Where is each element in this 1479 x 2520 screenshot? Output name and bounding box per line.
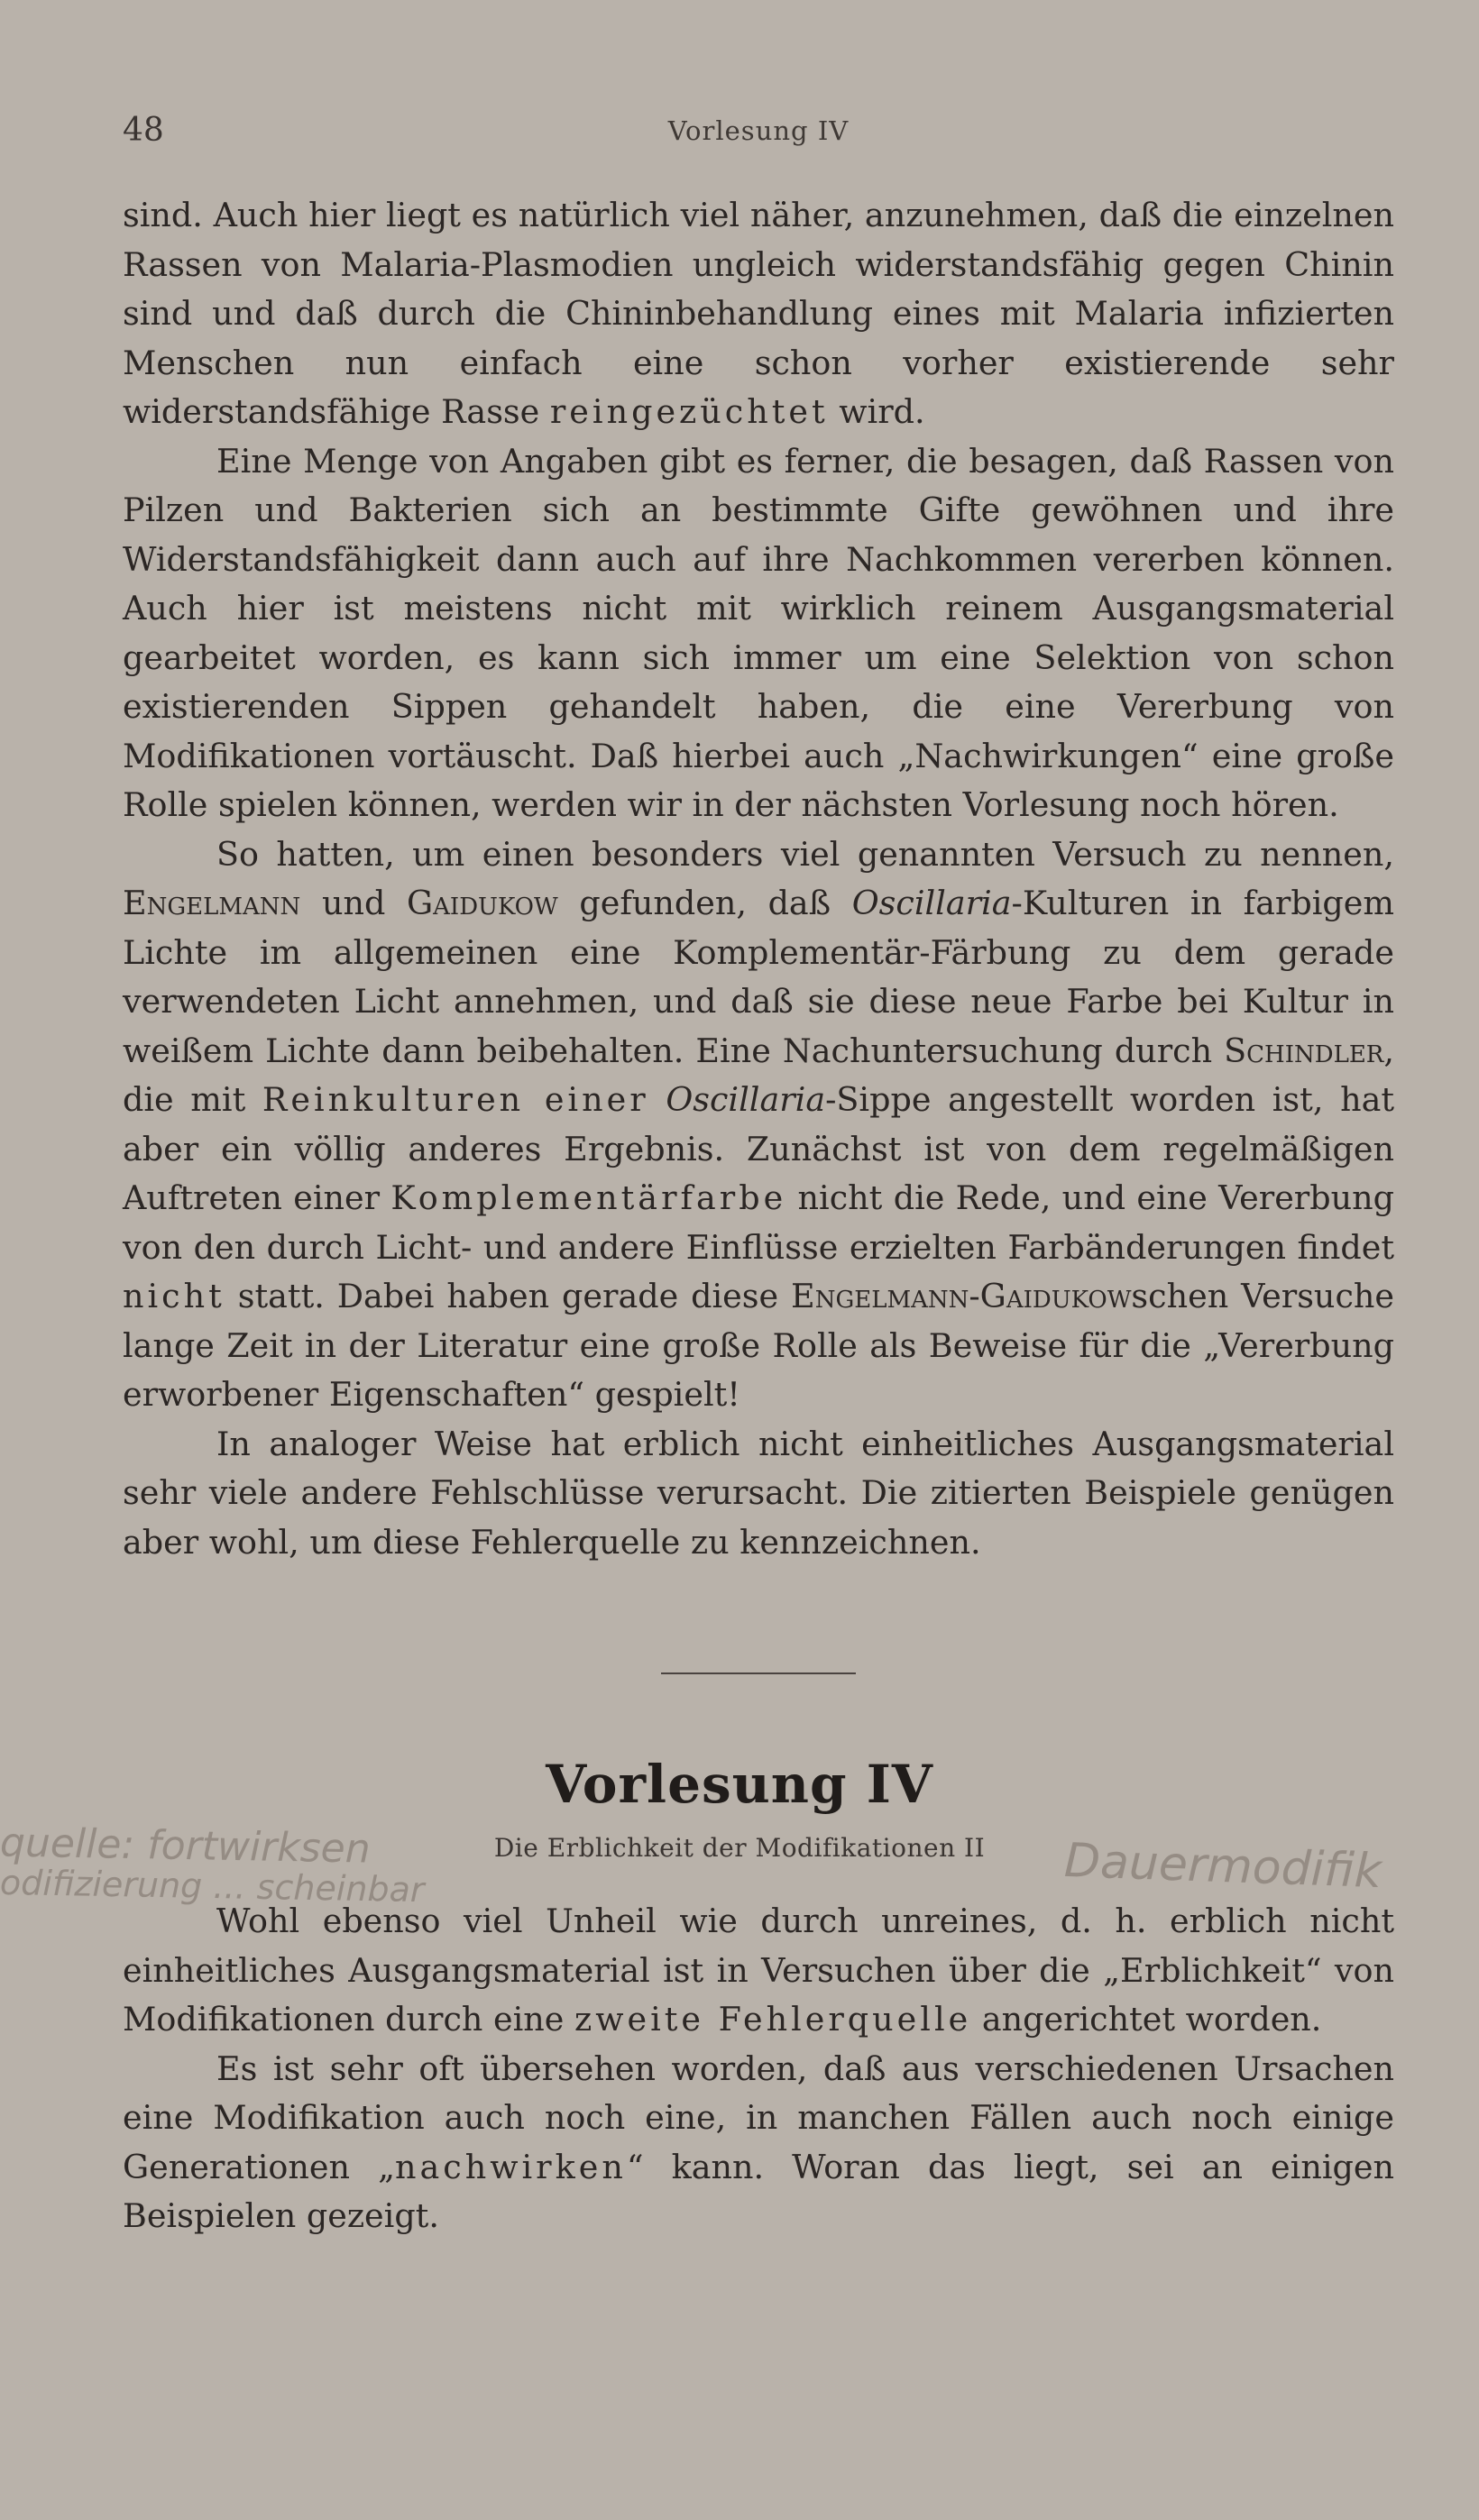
text-segment: Oscillaria xyxy=(666,1080,826,1119)
text-segment: Schindler xyxy=(1224,1031,1384,1070)
text-segment: sind. Auch hier liegt es natürlich viel näher, anzunehmen, daß die einzelnen Rassen von Malaria-Plasmodien ungleich widerstandsfähig gegen Chinin sind und daß durch die Chininbehandlung eines mit Malaria infizierten Menschen nun einfach eine schon vorher existierende sehr widerstandsfähige Rasse xyxy=(123,196,1394,431)
page-header xyxy=(123,112,1394,157)
text-segment: reingezüchtet xyxy=(549,392,829,431)
handwritten-note: odifizierung ... scheinbar xyxy=(0,1862,425,1911)
text-segment: Es ist sehr oft übersehen worden, daß aus verschiedenen Ursachen eine Modifikation auch noch eine, in manchen Fällen auch noch einige Generationen „ xyxy=(123,2048,1394,2186)
lecture-title: Vorlesung IV xyxy=(546,1754,933,1815)
text-segment: nachwirken xyxy=(395,2147,627,2186)
text-segment: wird. xyxy=(828,392,925,431)
text-segment: nicht xyxy=(123,1277,225,1315)
text-segment xyxy=(649,1080,666,1119)
text-segment: schen Versuche lange Zeit in der Literatur eine große Rolle als Beweise für die „Vererbung erworbener Eigenschaften“ gespielt! xyxy=(123,1277,1394,1414)
text-segment: statt. Dabei haben gerade diese xyxy=(225,1277,792,1315)
paragraph xyxy=(123,1420,1394,1568)
paragraph xyxy=(123,2045,1394,2241)
text-segment: Oscillaria xyxy=(851,884,1012,922)
running-head: Vorlesung IV xyxy=(667,115,850,146)
text-segment: Komplementärfarbe xyxy=(390,1178,787,1217)
text-segment: nicht die Rede, und eine Vererbung von den durch Licht- und andere Einflüsse erzielten Farbänderungen findet xyxy=(123,1178,1394,1267)
handwritten-note: quelle: fortwirksen xyxy=(0,1819,372,1873)
text-segment: “ kann. Woran das liegt, sei an einigen Beispielen gezeigt. xyxy=(123,2147,1394,2235)
page-number: 48 xyxy=(123,112,164,149)
body-text-bottom xyxy=(123,1897,1394,2241)
text-segment: Gaidukow xyxy=(406,884,558,922)
text-segment: und xyxy=(300,884,407,922)
text-segment: gefunden, daß xyxy=(557,884,852,922)
handwritten-note: Dauermodifik xyxy=(1063,1833,1383,1900)
paragraph xyxy=(123,830,1394,1420)
text-segment: Eine Menge von Angaben gibt es ferner, die besagen, daß Rassen von Pilzen und Bakterien sich an bestimmte Gifte gewöhnen und ihre Widerstandsfähigkeit dann auch auf ihre Nachkommen vererben können. Auch hier ist meistens nicht mit wirklich reinem Ausgangsmaterial gearbeitet worden, es kann sich immer um eine Selektion von schon existierenden Sippen gehandelt haben, die eine Vererbung von Modifikationen vortäuscht. Daß hierbei auch „Nachwirkungen“ eine große Rolle spielen können, werden wir in der nächsten Vorlesung noch hören. xyxy=(123,441,1394,824)
text-segment: -Sippe angestellt worden ist, hat aber ein völlig anderes Ergebnis. Zunächst ist von dem regelmäßigen Auftreten einer xyxy=(123,1080,1395,1217)
text-segment: Engelmann xyxy=(123,884,301,922)
text-segment: So hatten, um einen besonders viel genannten Versuch zu nennen, xyxy=(216,834,1394,874)
paragraph xyxy=(123,1897,1394,2045)
text-segment: , die mit xyxy=(123,1031,1394,1119)
section-divider xyxy=(661,1672,856,1674)
text-segment: In analoger Weise hat erblich nicht einheitliches Ausgangsmaterial sehr viele andere Fehlschlüsse verursacht. Die zitierten Beispiele genügen aber wohl, um diese Fehlerquelle zu kennzeichnen. xyxy=(123,1424,1394,1562)
lecture-subtitle: Die Erblichkeit der Modifikationen II xyxy=(493,1833,986,1863)
text-segment: angerichtet worden. xyxy=(971,2000,1322,2039)
text-segment: zweite Fehlerquelle xyxy=(574,2000,972,2039)
paragraph xyxy=(123,437,1394,830)
text-segment: Engelmann-Gaidukow xyxy=(791,1277,1132,1315)
text-segment: Wohl ebenso viel Unheil wie durch unreines, d. h. erblich nicht einheitliches Ausgangsmaterial ist in Versuchen über die „Erblichkeit“ von Modifikationen durch eine xyxy=(123,1901,1394,2039)
text-segment: -Kulturen in farbigem Lichte im allgemeinen eine Komplementär-Färbung zu dem gerade verwendeten Licht annehmen, und daß sie diese neue Farbe bei Kultur in weißem Lichte dann beibehalten. Eine Nachuntersuchung durch xyxy=(123,884,1394,1070)
text-segment: Reinkulturen einer xyxy=(262,1080,649,1119)
paragraph xyxy=(123,191,1394,437)
body-text-top xyxy=(123,191,1394,1567)
